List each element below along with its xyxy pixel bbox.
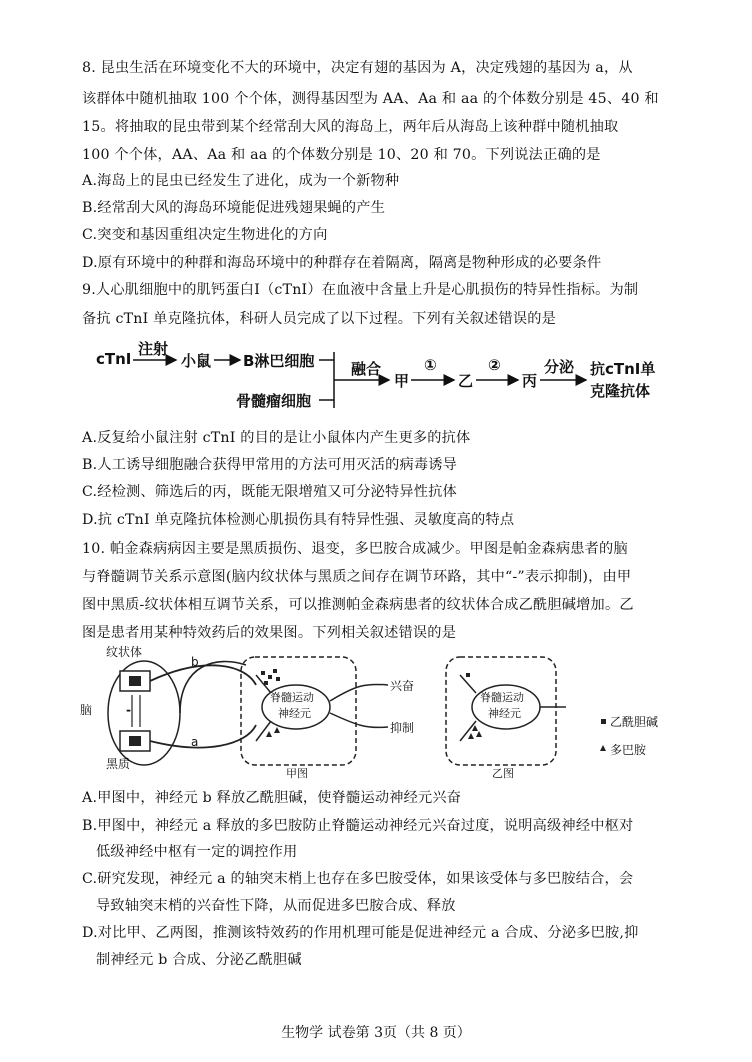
q9-option-a: A.反复给小鼠注射 cTnI 的目的是让小鼠体内产生更多的抗体 <box>82 430 471 446</box>
q10-stem-line-4: 图是患者用某种特效药后的效果图。下列相关叙述错误的是 <box>82 625 457 641</box>
label-motor-neuron-yi-1: 脊髓运动 <box>480 691 524 704</box>
q9-option-c: C.经检测、筛选后的丙，既能无限增殖又可分泌特异性抗体 <box>82 484 457 500</box>
q10-option-b-cont: 低级神经中枢有一定的调控作用 <box>96 844 298 860</box>
flow-cell-yi: 乙 <box>458 372 474 390</box>
flow-inject-label: 注射 <box>138 340 169 358</box>
q8-stem-line-1: 8. 昆虫生活在环境变化不大的环境中，决定有翅的基因为 A，决定残翅的基因为 a，从 <box>82 60 633 76</box>
page-footer: 生物学 试卷第 3页（共 8 页） <box>281 1025 471 1041</box>
label-fig-jia: 甲图 <box>286 767 308 780</box>
label-fig-yi: 乙图 <box>492 767 514 780</box>
q10-option-a: A.甲图中，神经元 b 释放乙酰胆碱，使脊髓运动神经元兴奋 <box>82 790 462 806</box>
label-neuron-a: a <box>191 735 199 749</box>
q9-option-d: D.抗 cTnI 单克隆抗体检测心肌损伤具有特异性强、灵敏度高的特点 <box>82 512 515 528</box>
q10-option-d-cont: 制神经元 b 合成、分泌乙酰胆碱 <box>96 952 302 968</box>
q9-stem-line-1: 9.人心肌细胞中的肌钙蛋白Ⅰ（cTnI）在血液中含量上升是心肌损伤的特异性指标。为制 <box>82 282 639 298</box>
flow-step-1: ① <box>424 356 437 374</box>
q10-option-c: C.研究发现，神经元 a 的轴突末梢上也存在多巴胺受体，如果该受体与多巴胺结合，会 <box>82 871 634 887</box>
q9-option-b: B.人工诱导细胞融合获得甲常用的方法可用灭活的病毒诱导 <box>82 457 458 473</box>
label-motor-neuron-jia-1: 脊髓运动 <box>270 691 314 704</box>
label-excite: 兴奋 <box>390 679 415 693</box>
flow-ctni: cTnI <box>96 350 132 368</box>
label-neuron-b: b <box>191 655 199 669</box>
q10-option-b: B.甲图中，神经元 a 释放的多巴胺防止脊髓运动神经元兴奋过度，说明高级神经中枢对 <box>82 818 634 834</box>
flow-arrows <box>96 340 656 420</box>
flow-step-2: ② <box>488 356 501 374</box>
label-inhibit: 抑制 <box>390 721 415 735</box>
q9-flow-diagram <box>96 340 656 420</box>
flow-cell-jia: 甲 <box>394 372 410 390</box>
q10-option-c-cont: 导致轴突末梢的兴奋性下降，从而促进多巴胺合成、释放 <box>96 898 456 914</box>
flow-antibody-line-1: 抗cTnI单 <box>590 360 656 378</box>
flow-secrete-label: 分泌 <box>544 358 575 376</box>
label-substantia: 黑质 <box>106 757 131 771</box>
flow-myeloma-cell: 骨髓瘤细胞 <box>236 392 312 410</box>
flow-b-cell: B淋巴细胞 <box>243 352 315 370</box>
flow-cell-bing: 丙 <box>522 372 538 390</box>
flow-fuse-label: 融合 <box>351 360 382 378</box>
legend-dopamine: 多巴胺 <box>610 743 647 757</box>
q8-stem-line-4: 100 个个体，AA、Aa 和 aa 的个体数分别是 10、20 和 70。下列说法正确的是 <box>82 147 601 163</box>
q10-stem-line-1: 10. 帕金森病病因主要是黑质损伤、退变，多巴胺合成减少。甲图是帕金森病患者的脑 <box>82 541 628 557</box>
label-brain: 脑 <box>80 703 93 717</box>
q8-option-c: C.突变和基因重组决定生物进化的方向 <box>82 227 328 243</box>
q10-stem-line-2: 与脊髓调节关系示意图(脑内纹状体与黑质之间存在调节环路，其中“-”表示抑制)，由甲 <box>82 569 632 585</box>
q8-stem-line-3: 15。将抽取的昆虫带到某个经常刮大风的海岛上，两年后从海岛上该种群中随机抽取 <box>82 119 619 135</box>
q8-option-b: B.经常刮大风的海岛环境能促进残翅果蝇的产生 <box>82 200 386 216</box>
flow-mouse: 小鼠 <box>181 352 212 370</box>
q8-option-a: A.海岛上的昆虫已经发生了进化，成为一个新物种 <box>82 173 400 189</box>
label-minus: - <box>126 703 131 717</box>
flow-antibody-line-2: 克隆抗体 <box>590 382 651 400</box>
q10-stem-line-3: 图中黑质-纹状体相互调节关系，可以推测帕金森病患者的纹状体合成乙酰胆碱增加。乙 <box>82 597 634 613</box>
q10-figure <box>80 645 716 780</box>
q9-stem-line-2: 备抗 cTnI 单克隆抗体，科研人员完成了以下过程。下列有关叙述错误的是 <box>82 311 556 327</box>
label-motor-neuron-yi-2: 神经元 <box>488 707 521 720</box>
q10-option-d: D.对比甲、乙两图，推测该特效药的作用机理可能是促进神经元 a 合成、分泌多巴胺,抑 <box>82 925 639 941</box>
label-striatum: 纹状体 <box>106 645 143 659</box>
q8-option-d: D.原有环境中的种群和海岛环境中的种群存在着隔离，隔离是物种形成的必要条件 <box>82 255 602 271</box>
legend-acetylcholine: 乙酰胆碱 <box>610 715 659 729</box>
q8-stem-line-2: 该群体中随机抽取 100 个个体，测得基因型为 AA、Aa 和 aa 的个体数分别是 45、40 和 <box>82 91 659 107</box>
label-motor-neuron-jia-2: 神经元 <box>278 707 311 720</box>
